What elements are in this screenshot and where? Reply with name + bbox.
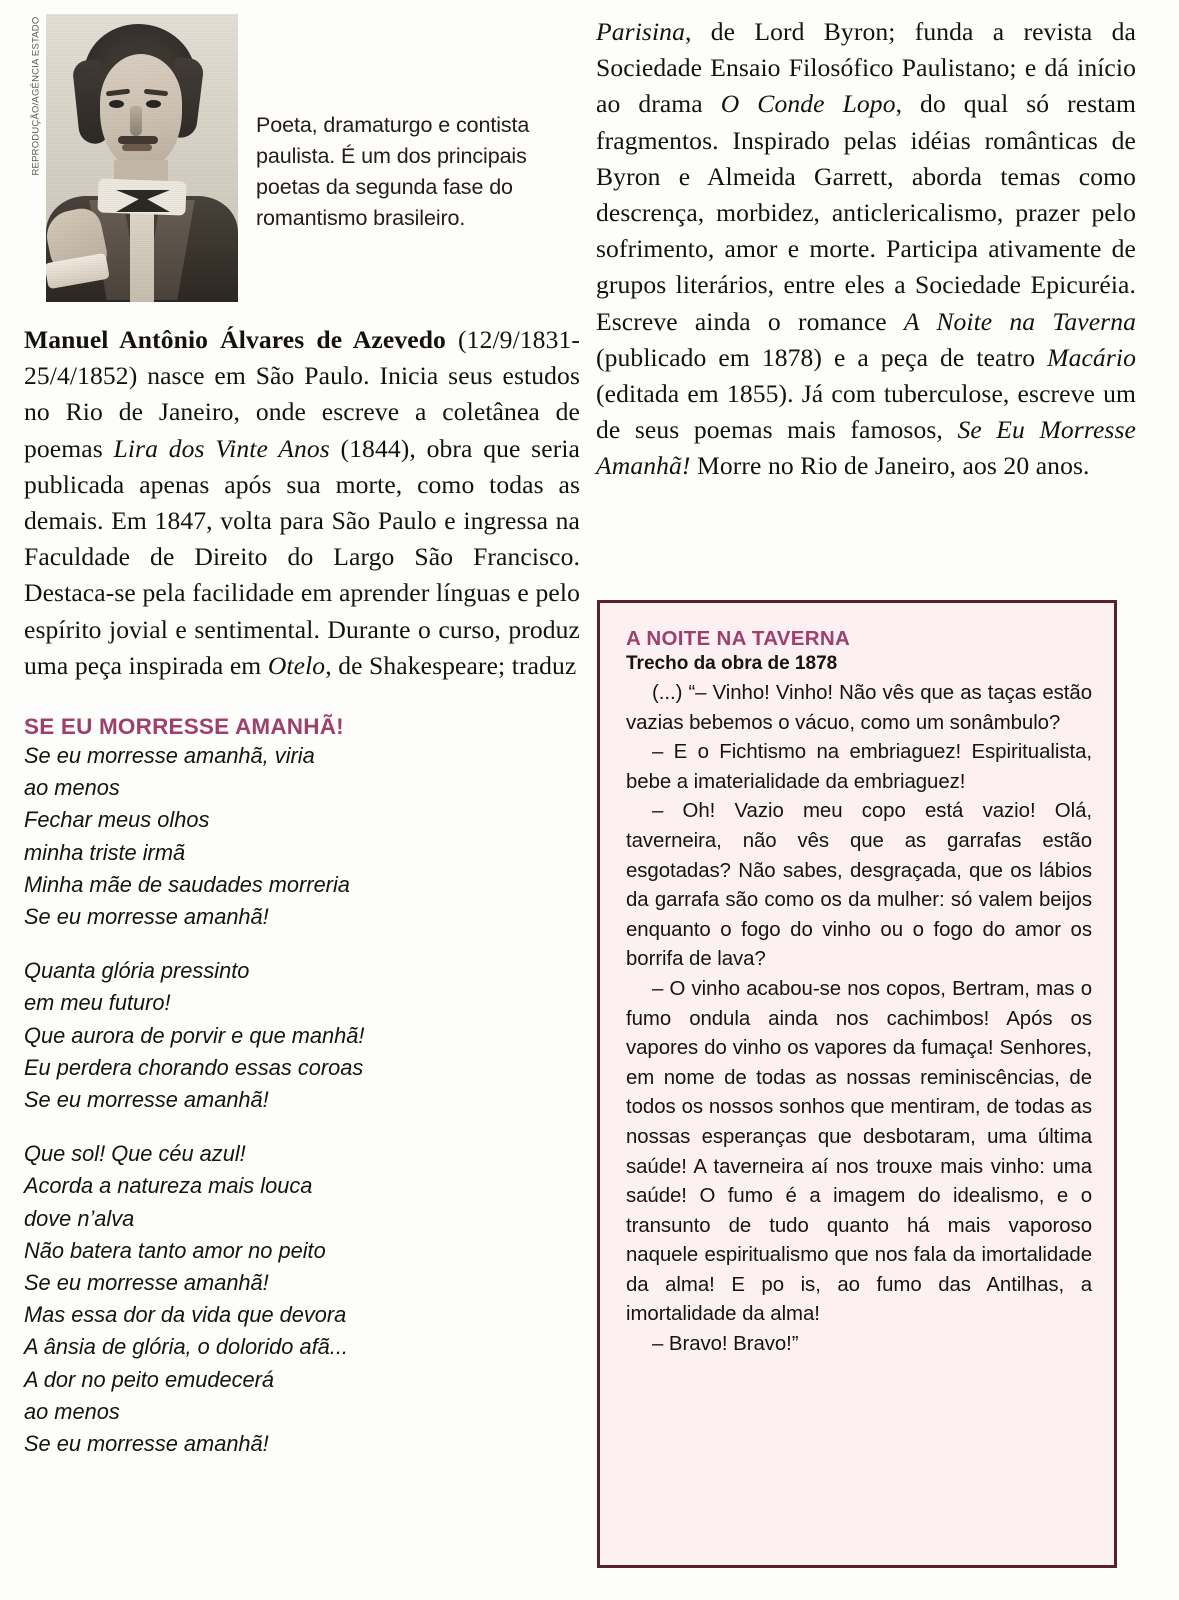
work-title-se-eu-morresse: Se Eu Morresse Amanhã! xyxy=(596,415,1136,481)
portrait-photo xyxy=(46,14,238,302)
excerpt-paragraph: – O vinho acabou-se nos copos, Bertram, mas o fumo ondula ainda nos cachimbos! Após os vapores do vinho os vapores da fumaça! Senhores, em nome de todas as nossas reminiscências, de todos os nossos sonhos que mentiram, de todas as nossas esperanças que desbotaram, uma última saúde! A taverneira aí nos trouxe mais vinho: uma saúde! O fumo é a imagem do idealismo, e o transunto de tudo quanto há mais vaporoso naquele espiritualismo que nos fala da imortalidade da alma! E po is, ao fumo das Antilhas, a imortalidade da alma! xyxy=(626,977,1092,1326)
work-title-macario: Macário xyxy=(1047,342,1136,372)
poem-line: ao menos xyxy=(24,775,120,801)
poem-line: Que sol! Que céu azul! xyxy=(24,1141,246,1167)
poem-title: SE EU MORRESSE AMANHÃ! xyxy=(24,714,344,740)
poem-stanza-gap xyxy=(24,933,580,955)
poem-line: Se eu morresse amanhã! xyxy=(24,904,269,930)
poem-line: Fechar meus olhos xyxy=(24,807,210,833)
excerpt-paragraph: (...) “– Vinho! Vinho! Não vês que as taças estão vazias bebemos o vácuo, como um sonâmbulo? xyxy=(626,682,1092,734)
excerpt-paragraph: – Oh! Vazio meu copo está vazio! Olá, taverneira, não vês que as garrafas estão esgotadas? Não sabes, desgraçada, que os lábios da garrafa são como os da mulher: só valem beijos enquanto o fogo do vinho ou o fogo do amor os borrifa de lava? xyxy=(626,800,1092,971)
poem-line: Não batera tanto amor no peito xyxy=(24,1237,326,1263)
subject-name: Manuel Antônio Álvares de Azevedo xyxy=(24,325,446,354)
poem-line: Quanta glória pressinto xyxy=(24,958,250,984)
poem-line: Se eu morresse amanhã! xyxy=(24,1431,269,1457)
poem-stanza-gap xyxy=(24,1116,580,1138)
work-title-parisina: Parisina xyxy=(596,17,685,46)
portrait-block xyxy=(24,14,580,314)
bio-text-2: (1844), obra que seria publicada apenas após sua morte, como todas as demais. Em 1847, volta para São Paulo e ingressa na Faculdade de Direito do Largo São Francisco. Destaca-se pela facilidade em aprender línguas e pelo espírito jovial e sentimental. Durante o curso, produz uma peça inspirada em xyxy=(24,433,580,680)
work-title-otelo: Otelo xyxy=(267,650,326,680)
right-column xyxy=(596,14,1136,485)
work-title-lira: Lira dos Vinte Anos xyxy=(113,433,330,463)
bio-text-5: , do qual só restam fragmentos. Inspirado pelas idéias românticas de Byron e Almeida Garrett, aborda temas como descrença, morbidez, anticlericalismo, prazer pelo sofrimento, amor e morte. Participa ativamente de grupos literários, entre eles a Sociedade Epicuréia. Escreve ainda o romance xyxy=(596,89,1136,336)
biography-left-text xyxy=(24,322,580,684)
poem-line: Acorda a natureza mais louca xyxy=(24,1173,313,1199)
poem-line: ao menos xyxy=(24,1398,120,1424)
bio-text-4: , de Lord Byron; funda a revista da Sociedade Ensaio Filosófico Paulistano; e dá início ao drama xyxy=(596,17,1136,119)
poem-line: Se eu morresse amanhã! xyxy=(24,1270,269,1296)
photo-caption: Poeta, dramaturgo e contista paulista. É um dos principais poetas da segunda fase do romantismo brasileiro. xyxy=(256,113,530,230)
photo-credit-rail xyxy=(24,14,46,304)
bio-text-1: (12/9/1831-25/4/1852) nasce em São Paulo. Inicia seus estudos no Rio de Janeiro, onde escreve a coletânea de poemas xyxy=(24,325,581,463)
poem-line: Minha mãe de saudades morreria xyxy=(24,871,350,897)
work-title-a-noite: A Noite na Taverna xyxy=(903,306,1137,336)
bio-text-6: (publicado em 1878) e a peça de teatro xyxy=(596,342,1048,372)
poem-body xyxy=(24,740,580,1460)
bio-text-3: , de Shakespeare; traduz xyxy=(325,650,577,680)
excerpt-subtitle: Trecho da obra de 1878 xyxy=(626,653,838,674)
excerpt-paragraph: – E o Fichtismo na embriaguez! Espiritualista, bebe a imaterialidade da embriaguez! xyxy=(626,741,1092,793)
poem-line: dove n’alva xyxy=(24,1205,135,1231)
bio-text-7: (editada em 1855). Já com tuberculose, escreve um de seus poemas mais famosos, xyxy=(596,379,1136,445)
poem-line: Se eu morresse amanhã! xyxy=(24,1087,269,1113)
poem-line: Eu perdera chorando essas coroas xyxy=(24,1054,364,1080)
photo-credit-label: REPRODUÇÃO/AGÊNCIA ESTADO xyxy=(30,16,42,176)
poem-line: em meu futuro! xyxy=(24,990,171,1016)
excerpt-paragraph: – Bravo! Bravo!” xyxy=(652,1333,799,1356)
bio-text-8: Morre no Rio de Janeiro, aos 20 anos. xyxy=(690,451,1090,481)
work-title-conde-lopo: O Conde Lopo xyxy=(720,89,896,119)
poem-line: A ânsia de glória, o dolorido afã... xyxy=(24,1334,348,1360)
biography-right-text xyxy=(596,14,1136,485)
poem-line: Mas essa dor da vida que devora xyxy=(24,1302,347,1328)
poem-line: A dor no peito emudecerá xyxy=(24,1366,275,1392)
excerpt-title: A NOITE NA TAVERNA xyxy=(626,627,851,650)
left-column xyxy=(24,14,580,1460)
poem-line: Se eu morresse amanhã, viria xyxy=(24,743,315,769)
excerpt-box xyxy=(597,600,1117,1568)
excerpt-body xyxy=(626,679,1092,1360)
poem-line: minha triste irmã xyxy=(24,839,186,865)
poem-line: Que aurora de porvir e que manhã! xyxy=(24,1022,365,1048)
